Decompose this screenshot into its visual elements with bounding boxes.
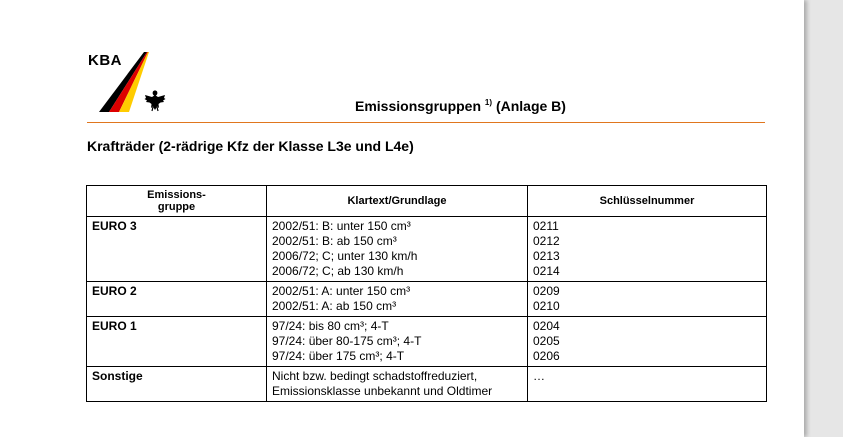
header-rule — [87, 122, 765, 123]
title-text: Emissionsgruppen — [355, 98, 482, 114]
text-cell: 2002/51: A: unter 150 cm³ 2002/51: A: ab 150 cm³ — [267, 282, 528, 317]
kba-logo-text: KBA — [88, 52, 122, 69]
text-cell: 97/24: bis 80 cm³; 4-T 97/24: über 80-175 cm³; 4-T 97/24: über 175 cm³; 4-T — [267, 317, 528, 367]
table-header-row — [87, 186, 767, 217]
title-footnote-marker: 1) — [484, 98, 493, 107]
title-suffix: (Anlage B) — [495, 98, 566, 114]
table-row — [87, 317, 767, 367]
group-cell: EURO 3 — [87, 217, 267, 282]
kba-flag-stripes-icon — [96, 52, 150, 114]
text-cell: 2002/51: B: unter 150 cm³ 2002/51: B: ab 150 cm³ 2006/72; C; unter 130 km/h 2006/72; C; ab 130 km/h — [267, 217, 528, 282]
key-cell: 0204 0205 0206 — [528, 317, 767, 367]
key-cell: 0211 0212 0213 0214 — [528, 217, 767, 282]
header-emission-group: Emissions- gruppe — [87, 186, 267, 217]
table-row — [87, 367, 767, 402]
document-title — [355, 98, 566, 114]
section-subtitle: Krafträder (2-rädrige Kfz der Klasse L3e und L4e) — [87, 138, 414, 154]
group-cell: Sonstige — [87, 367, 267, 402]
text-cell: Nicht bzw. bedingt schadstoffreduziert, Emissionsklasse unbekannt und Oldtimer — [267, 367, 528, 402]
table-row — [87, 282, 767, 317]
emission-groups-table — [86, 185, 767, 402]
key-cell: … — [528, 367, 767, 402]
group-cell: EURO 2 — [87, 282, 267, 317]
federal-eagle-icon — [143, 88, 167, 112]
header-plain-text: Klartext/Grundlage — [267, 186, 528, 217]
table-row — [87, 217, 767, 282]
header-key-number: Schlüsselnummer — [528, 186, 767, 217]
group-cell: EURO 1 — [87, 317, 267, 367]
key-cell: 0209 0210 — [528, 282, 767, 317]
